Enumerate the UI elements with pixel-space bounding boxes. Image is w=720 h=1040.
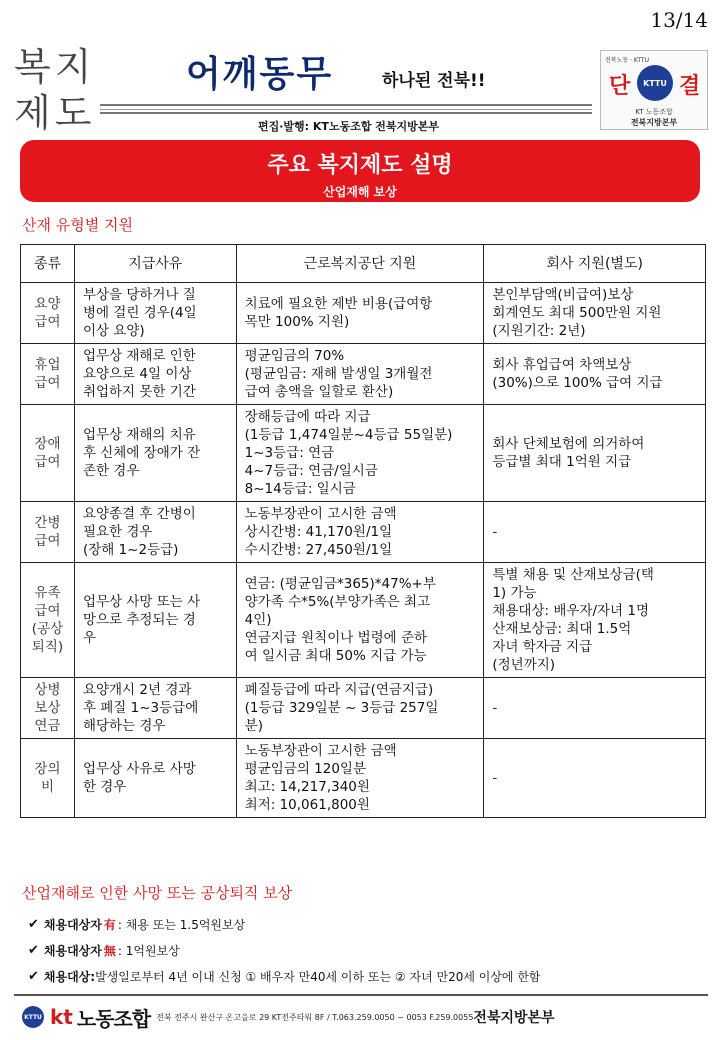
cell-line: 4인) bbox=[244, 612, 272, 628]
cell-line: 본인부담액(비급여)보상 bbox=[492, 287, 634, 303]
list-item bbox=[28, 938, 541, 964]
cell-line: 수시간병: 27,450원/1일 bbox=[244, 542, 393, 558]
cell-line: 우 bbox=[82, 630, 96, 646]
bullet-text: : 채용 또는 1.5억원보상 bbox=[117, 918, 246, 932]
cell-kind bbox=[21, 739, 75, 818]
cell-reason bbox=[74, 405, 236, 502]
cell-line: 급여 bbox=[34, 603, 61, 619]
cell-line: 요양 bbox=[34, 296, 61, 312]
cell-line: 취업하지 못한 기간 bbox=[82, 384, 196, 400]
cell-line: 급여 bbox=[34, 314, 61, 330]
cell-company-support bbox=[484, 678, 706, 739]
cell-line: 퇴직) bbox=[31, 639, 64, 655]
header-company-support: 회사 지원(별도) bbox=[484, 245, 706, 283]
header-kind: 종류 bbox=[21, 245, 75, 283]
cell-kind bbox=[21, 563, 75, 678]
section-title: 산재 유형별 지원 bbox=[22, 216, 133, 234]
cell-line: 양가족 수*5%(부양가족은 최고 bbox=[244, 594, 431, 610]
cell-line: 평균임금의 70% bbox=[244, 348, 345, 364]
cell-line: 급여 bbox=[34, 533, 61, 549]
cell-line: 1) 가능 bbox=[492, 585, 537, 601]
header-rule bbox=[100, 112, 592, 114]
union-name: 노동조합 bbox=[76, 1006, 151, 1031]
cell-line: (지원기간: 2년) bbox=[492, 323, 586, 339]
cell-reason bbox=[74, 344, 236, 405]
cell-company-support bbox=[484, 344, 706, 405]
compensation-title: 산업재해로 인한 사망 또는 공상퇴직 보상 bbox=[22, 884, 293, 902]
table-row bbox=[21, 283, 706, 344]
bullet-mark: 有 bbox=[103, 918, 116, 932]
banner-title: 주요 복지제도 설명 bbox=[267, 153, 453, 178]
cell-line: - bbox=[492, 700, 498, 716]
cell-company-support bbox=[484, 502, 706, 563]
cell-line: 채용대상: 배우자/자녀 1명 bbox=[492, 603, 650, 619]
table-row bbox=[21, 344, 706, 405]
cell-line: 이상 요양) bbox=[82, 323, 145, 339]
cell-line: 연금지급 원칙이나 법령에 준하 bbox=[244, 630, 428, 646]
cell-line: 존한 경우 bbox=[82, 463, 140, 479]
bullet-text: : 1억원보상 bbox=[117, 944, 180, 958]
table-row bbox=[21, 405, 706, 502]
kttu-emblem-icon: KTTU bbox=[22, 1006, 44, 1028]
table-row bbox=[21, 563, 706, 678]
cell-line: 여 일시금 최대 50% 지급 가능 bbox=[244, 648, 427, 664]
cell-line: 자녀 학자금 지급 bbox=[492, 639, 593, 655]
cell-line: 최고: 14,217,340원 bbox=[244, 779, 370, 795]
bullet-label: 채용대상자 bbox=[43, 944, 102, 958]
table-row bbox=[21, 502, 706, 563]
cell-line: 한 경우 bbox=[82, 779, 127, 795]
cell-line: 목만 100% 지원) bbox=[244, 314, 350, 330]
logo-top-text: 전북노동 · KTTU bbox=[605, 57, 649, 64]
footer-rule bbox=[14, 994, 708, 996]
cell-company-support bbox=[484, 283, 706, 344]
region-name: 전북지방본부 bbox=[473, 1010, 555, 1026]
banner-subtitle: 산업재해 보상 bbox=[323, 185, 397, 199]
cell-line: 급여 bbox=[34, 454, 61, 470]
cell-reason bbox=[74, 283, 236, 344]
cell-line: 급여 총액을 일할로 환산) bbox=[244, 384, 394, 400]
cell-line: 간병 bbox=[34, 515, 61, 531]
welfare-table bbox=[20, 244, 706, 818]
bullet-label: 채용대상: bbox=[43, 970, 96, 984]
cell-reason bbox=[74, 563, 236, 678]
publisher-credit: 편집·발행: KT노동조합 전북지방본부 bbox=[258, 120, 440, 133]
kt-logo: kt bbox=[50, 1005, 73, 1029]
cell-company-support bbox=[484, 739, 706, 818]
page-number: 13/14 bbox=[650, 8, 708, 32]
cell-reason bbox=[74, 678, 236, 739]
header-rule bbox=[100, 104, 592, 106]
check-icon: ✔ bbox=[28, 969, 39, 984]
cell-line: 해당하는 경우 bbox=[82, 718, 166, 734]
cell-line: - bbox=[492, 770, 498, 786]
logo-char-left: 단 bbox=[609, 74, 631, 99]
cell-line: 회계연도 최대 500만원 지원 bbox=[492, 305, 662, 321]
title-banner bbox=[20, 140, 700, 202]
cell-line: 회사 단체보험에 의거하여 bbox=[492, 436, 645, 452]
cell-line: 보상 bbox=[34, 700, 61, 716]
cell-line: 8~14등급: 일시금 bbox=[244, 481, 356, 497]
bullet-mark: 無 bbox=[103, 944, 116, 958]
cell-line: 회사 휴업급여 차액보상 bbox=[492, 357, 632, 373]
cell-kind bbox=[21, 502, 75, 563]
cell-gov-support bbox=[236, 563, 484, 678]
cell-line: 업무상 사망 또는 사 bbox=[82, 594, 201, 610]
cell-line: 휴업 bbox=[34, 357, 61, 373]
cell-line: 유족 bbox=[34, 585, 61, 601]
category-label bbox=[14, 44, 95, 136]
cell-line: 장의 bbox=[34, 761, 61, 777]
cell-gov-support bbox=[236, 678, 484, 739]
cell-line: 최저: 10,061,800원 bbox=[244, 797, 370, 813]
cell-line: 업무상 재해로 인한 bbox=[82, 348, 196, 364]
compensation-list bbox=[28, 912, 541, 990]
cell-line: (평균임금: 재해 발생일 3개월전 bbox=[244, 366, 433, 382]
cell-line: (장해 1~2등급) bbox=[82, 542, 179, 558]
cell-gov-support bbox=[236, 739, 484, 818]
header-gov-support: 근로복지공단 지원 bbox=[236, 245, 484, 283]
header-rule bbox=[100, 109, 592, 110]
kttu-emblem-icon: KTTU bbox=[637, 65, 673, 101]
cell-line: 급여 bbox=[34, 375, 61, 391]
cell-line: 요양으로 4일 이상 bbox=[82, 366, 192, 382]
cell-reason bbox=[74, 739, 236, 818]
cell-line: 망으로 추정되는 경 bbox=[82, 612, 196, 628]
bullet-text: 발생일로부터 4년 이내 신청 ① 배우자 만40세 이하 또는 ② 자녀 만20세 이상에 한함 bbox=[95, 970, 541, 984]
newsletter-title: 어깨동무 bbox=[186, 53, 334, 95]
logo-sub-text2: 전북지방본부 bbox=[630, 118, 678, 127]
cell-company-support bbox=[484, 405, 706, 502]
cell-line: 분) bbox=[244, 718, 263, 734]
address: 전북 전주시 완산구 온고을로 29 KT전주타워 8F / T.063.259.0050 ~ 0053 F.259.0055 bbox=[156, 1012, 474, 1022]
cell-line: (정년까지) bbox=[492, 657, 556, 673]
cell-line: 폐질등급에 따라 지급(연금지급) bbox=[244, 682, 434, 698]
slogan: 하나된 전북!! bbox=[382, 71, 486, 91]
cell-reason bbox=[74, 502, 236, 563]
cell-line: 상병 bbox=[34, 682, 61, 698]
check-icon: ✔ bbox=[28, 943, 39, 958]
cell-line: 4~7등급: 연금/일시금 bbox=[244, 463, 378, 479]
cell-line: - bbox=[492, 524, 498, 540]
cell-line: (공상 bbox=[31, 621, 64, 637]
cell-gov-support bbox=[236, 405, 484, 502]
cell-line: 요양종결 후 간병이 bbox=[82, 506, 196, 522]
cell-line: 평균임금의 120일분 bbox=[244, 761, 367, 777]
logo-char-right: 결 bbox=[679, 74, 701, 99]
cell-kind bbox=[21, 678, 75, 739]
cell-kind bbox=[21, 283, 75, 344]
cell-line: 1~3등급: 연금 bbox=[244, 445, 335, 461]
cell-gov-support bbox=[236, 344, 484, 405]
check-icon: ✔ bbox=[28, 917, 39, 932]
cell-line: 노동부장관이 고시한 금액 bbox=[244, 743, 397, 759]
cell-line: 장애 bbox=[34, 436, 61, 452]
cell-line: 등급별 최대 1억원 지급 bbox=[492, 454, 632, 470]
cell-line: 장해등급에 따라 지급 bbox=[244, 409, 371, 425]
cell-gov-support bbox=[236, 502, 484, 563]
list-item bbox=[28, 912, 541, 938]
cell-line: 비 bbox=[40, 779, 54, 795]
cell-line: 연금 bbox=[34, 718, 61, 734]
cell-line: 요양개시 2년 경과 bbox=[82, 682, 192, 698]
table-row bbox=[21, 739, 706, 818]
cell-gov-support bbox=[236, 283, 484, 344]
cell-line: (1등급 329일분 ~ 3등급 257일 bbox=[244, 700, 439, 716]
cell-line: 노동부장관이 고시한 금액 bbox=[244, 506, 397, 522]
category-label-line2: 제도 bbox=[14, 91, 96, 135]
cell-line: 치료에 필요한 제반 비용(급여항 bbox=[244, 296, 433, 312]
cell-line: (1등급 1,474일분~4등급 55일분) bbox=[244, 427, 453, 443]
cell-line: 후 폐질 1~3등급에 bbox=[82, 700, 199, 716]
bullet-label: 채용대상자 bbox=[43, 918, 102, 932]
cell-line: 산재보상금: 최대 1.5억 bbox=[492, 621, 632, 637]
table-header-row bbox=[21, 245, 706, 283]
logo-sub-text: KT 노동조합 bbox=[635, 108, 673, 116]
cell-company-support bbox=[484, 563, 706, 678]
cell-line: 필요한 경우 bbox=[82, 524, 153, 540]
cell-line: 부상을 당하거나 질 bbox=[82, 287, 196, 303]
cell-line: 업무상 재해의 치유 bbox=[82, 427, 196, 443]
cell-line: 업무상 사유로 사망 bbox=[82, 761, 196, 777]
cell-line: 특별 채용 및 산재보상금(택 bbox=[492, 567, 654, 583]
table-row bbox=[21, 678, 706, 739]
cell-line: 연금: (평균임금*365)*47%+부 bbox=[244, 576, 436, 592]
footer-bar bbox=[14, 1004, 708, 1030]
header-reason: 지급사유 bbox=[74, 245, 236, 283]
cell-kind bbox=[21, 405, 75, 502]
cell-line: 후 신체에 장애가 잔 bbox=[82, 445, 201, 461]
list-item bbox=[28, 964, 541, 990]
union-logo bbox=[600, 50, 708, 130]
category-label-line1: 복지 bbox=[14, 45, 96, 89]
cell-line: (30%)으로 100% 급여 지급 bbox=[492, 375, 663, 391]
cell-line: 병에 걸린 경우(4일 bbox=[82, 305, 197, 321]
cell-kind bbox=[21, 344, 75, 405]
cell-line: 상시간병: 41,170원/1일 bbox=[244, 524, 393, 540]
